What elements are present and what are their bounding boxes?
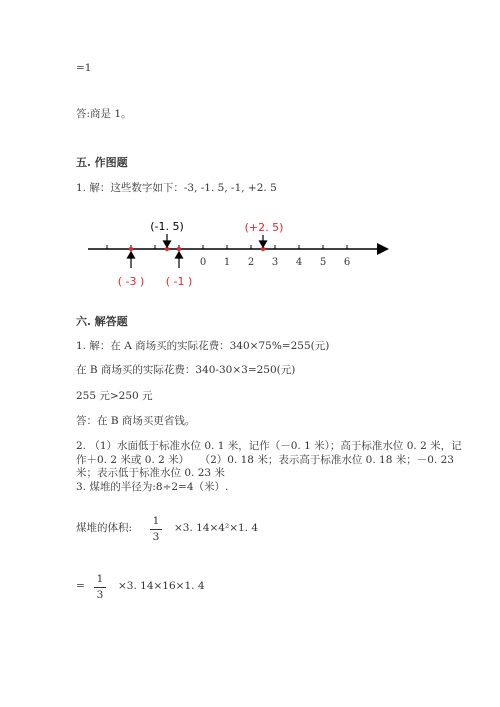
label-neg1-5: (-1. 5) xyxy=(150,220,184,233)
arrow-pos2-5-head xyxy=(260,241,267,247)
tick-label-3: 3 xyxy=(271,257,279,268)
answer-1-conclusion: 答：在 B 商场买更省钱。 xyxy=(76,415,196,427)
label-neg3: ( -3 ) xyxy=(117,275,145,288)
equals-sign: = xyxy=(76,580,85,592)
point-neg1 xyxy=(177,247,181,251)
point-neg3 xyxy=(129,247,133,251)
answer-1-line-3: 255 元>250 元 xyxy=(76,390,153,402)
answer-line: 答:商是 1。 xyxy=(76,108,132,120)
question-1-text: 1. 解：这些数字如下：-3, -1. 5, -1, +2. 5 xyxy=(76,182,277,194)
tick-label-1: 1 xyxy=(223,257,231,268)
fraction-denominator: 3 xyxy=(152,531,160,543)
fraction-one-third xyxy=(150,515,162,544)
section-heading-5: 五. 作图题 xyxy=(76,156,128,169)
answer-3-line-1: 3. 煤堆的半径为:8÷2=4（米）. xyxy=(76,481,229,493)
answer-1-line-1: 1. 解：在 A 商场买的实际花费：340×75%=255(元) xyxy=(76,340,330,352)
arrow-neg1-head xyxy=(176,252,183,258)
arrow-neg3-head xyxy=(128,252,135,258)
volume-label: 煤堆的体积: xyxy=(76,522,133,534)
answer-2-line-3: 米；表示低于标准水位 0. 23 米 xyxy=(76,467,225,479)
tick-label-5: 5 xyxy=(319,257,327,268)
fraction-denominator: 3 xyxy=(96,589,104,601)
section-heading-6: 六. 解答题 xyxy=(76,315,128,328)
volume-expression-2: ×3. 14×16×1. 4 xyxy=(118,580,205,592)
label-pos2-5: (+2. 5) xyxy=(244,221,284,234)
equation-line: =1 xyxy=(76,62,92,74)
answer-1-line-2: 在 B 商场买的实际花费：340-30×3=250(元) xyxy=(76,364,296,376)
answer-2-line-1: 2. （1）水面低于标准水位 0. 1 米，记作（－0. 1 米）；高于标准水位 0. 2 米，记 xyxy=(76,440,462,452)
fraction-numerator: 1 xyxy=(96,573,104,585)
volume-expression-1: ×3. 14×4²×1. 4 xyxy=(174,522,259,534)
tick-label-0: 0 xyxy=(199,257,207,268)
arrow-neg1-5-head xyxy=(164,241,171,247)
label-neg1: ( -1 ) xyxy=(165,275,193,288)
fraction-one-third-2 xyxy=(94,573,106,602)
tick-label-2: 2 xyxy=(247,257,255,268)
answer-2-line-2: 作＋0. 2 米或 0. 2 米） （2）0. 18 米；表示高于标准水位 0. 18 米；－0. 23 xyxy=(76,454,454,466)
fraction-numerator: 1 xyxy=(152,515,160,527)
tick-label-4: 4 xyxy=(295,257,303,268)
tick-label-6: 6 xyxy=(343,257,351,268)
